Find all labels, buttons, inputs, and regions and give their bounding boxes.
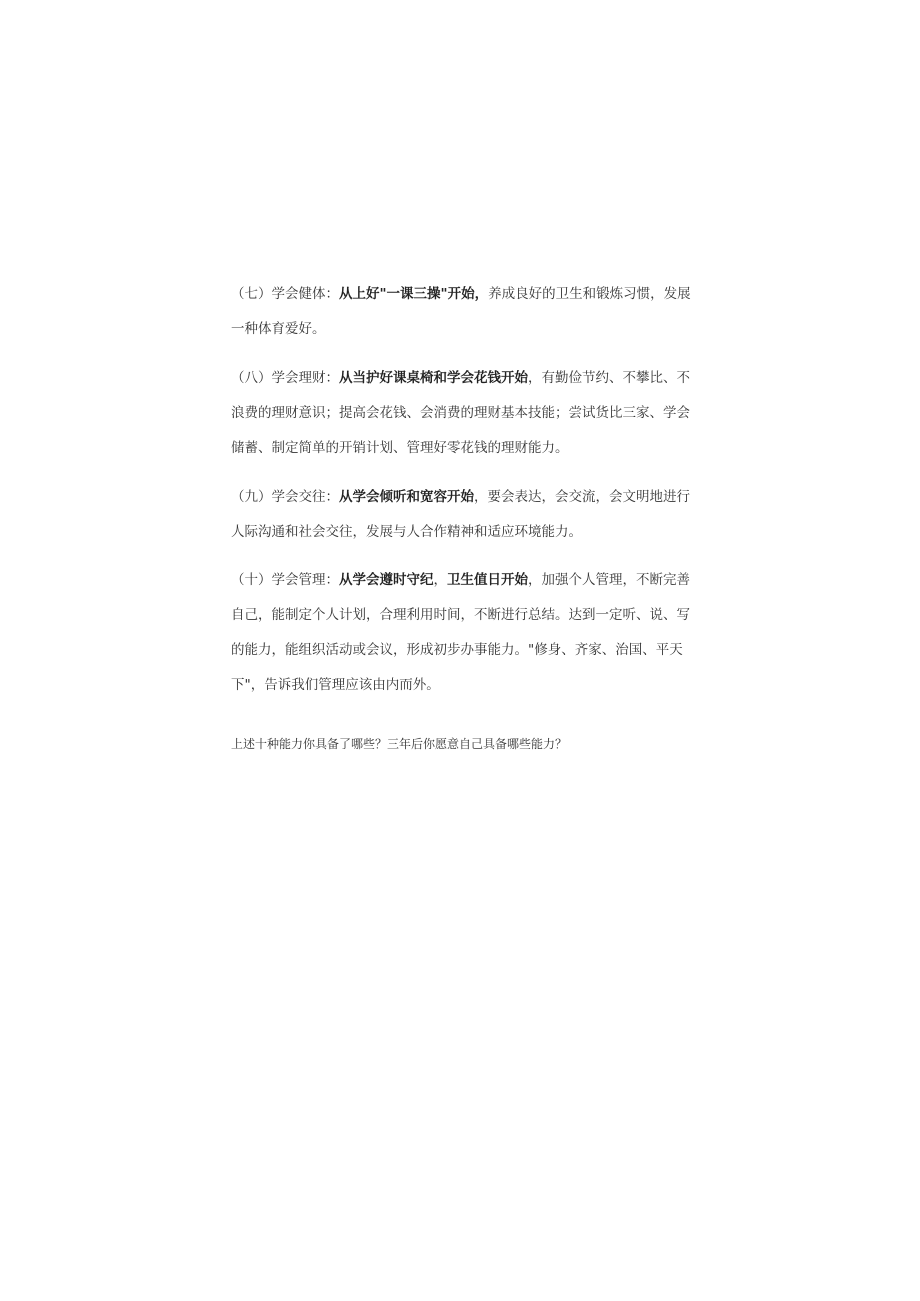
section-nine-prefix: （九）学会交往： <box>231 489 339 505</box>
section-nine <box>231 480 701 550</box>
section-ten-prefix: （十）学会管理： <box>231 572 339 588</box>
section-eight-prefix: （八）学会理财： <box>231 370 339 386</box>
section-nine-bold: 从学会倾听和宽容开始 <box>339 489 474 505</box>
section-eight-bold: 从当护好课桌椅和学会花钱开始 <box>339 370 528 386</box>
section-eight-rest: ，有勤俭节约、不攀比、不浪费的理财意识；提高会花钱、会消费的理财基本技能；尝试货比三家、学会储蓄、制定简单的开销计划、管理好零花钱的理财能力。 <box>231 370 690 456</box>
section-seven-rest: 养成良好的卫生和锻炼习惯，发展一种体育爱好。 <box>231 286 691 337</box>
section-ten-middle: ， <box>433 572 447 588</box>
section-ten-bold: 从学会遵时守纪 <box>339 572 434 588</box>
section-ten-bold2: 卫生值日开始 <box>447 572 528 588</box>
section-seven-bold: 从上好"一课三操"开始， <box>339 286 489 302</box>
section-ten-rest: ，加强个人管理，不断完善自己，能制定个人计划，合理利用时间，不断进行总结。达到一定听、说、写的能力，能组织活动或会议，形成初步办事能力。"修身、齐家、治国、平天下"，告诉我们管理应该由内而外。 <box>231 572 690 693</box>
section-ten <box>231 563 701 703</box>
section-seven <box>231 277 701 347</box>
section-eight <box>231 361 701 466</box>
section-nine-rest: ，要会表达，会交流，会文明地进行人际沟通和社会交往，发展与人合作精神和适应环境能力。 <box>231 489 690 540</box>
reflection-question: 上述十种能力你具备了哪些？三年后你愿意自己具备哪些能力？ <box>231 737 568 751</box>
section-seven-prefix: （七）学会健体： <box>231 286 339 302</box>
